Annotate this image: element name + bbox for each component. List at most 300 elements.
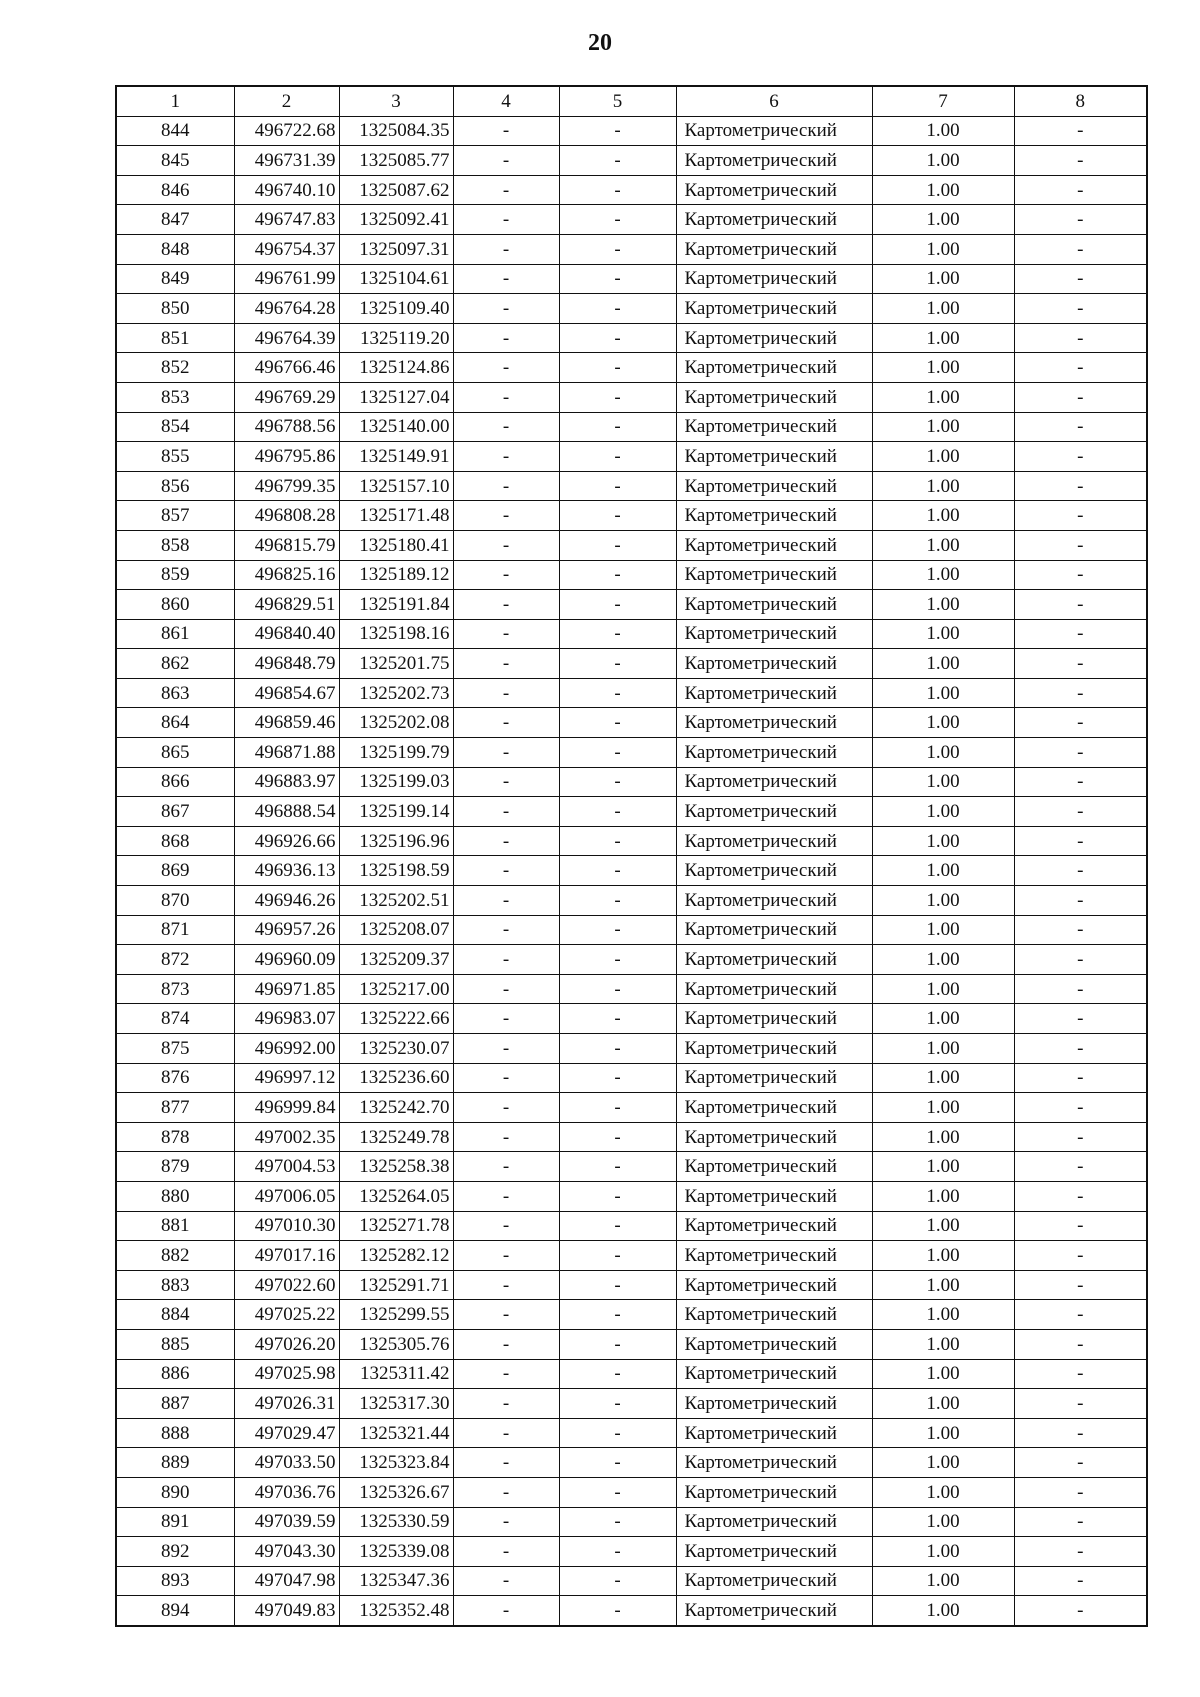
- col8-cell: -: [1014, 1329, 1147, 1359]
- col4-cell: -: [453, 1537, 559, 1567]
- accuracy-cell: 1.00: [872, 1034, 1014, 1064]
- table-row: [116, 1566, 1147, 1596]
- accuracy-cell: 1.00: [872, 116, 1014, 146]
- accuracy-cell: 1.00: [872, 442, 1014, 472]
- col5-cell: -: [559, 1329, 676, 1359]
- point-number-cell: 844: [116, 116, 234, 146]
- x-coordinate-cell: 496859.46: [234, 708, 339, 738]
- y-coordinate-cell: 1325352.48: [339, 1596, 453, 1626]
- table-row: [116, 1152, 1147, 1182]
- col5-cell: -: [559, 294, 676, 324]
- col5-cell: -: [559, 175, 676, 205]
- col4-cell: -: [453, 1181, 559, 1211]
- point-number-cell: 891: [116, 1507, 234, 1537]
- method-cell: Картометрический: [676, 708, 872, 738]
- accuracy-cell: 1.00: [872, 974, 1014, 1004]
- accuracy-cell: 1.00: [872, 1448, 1014, 1478]
- point-number-cell: 893: [116, 1566, 234, 1596]
- accuracy-cell: 1.00: [872, 353, 1014, 383]
- method-cell: Картометрический: [676, 886, 872, 916]
- x-coordinate-cell: 496799.35: [234, 471, 339, 501]
- col8-cell: -: [1014, 1152, 1147, 1182]
- table-row: [116, 1477, 1147, 1507]
- table-row: [116, 1093, 1147, 1123]
- col5-cell: -: [559, 323, 676, 353]
- col8-cell: -: [1014, 1093, 1147, 1123]
- y-coordinate-cell: 1325097.31: [339, 234, 453, 264]
- method-cell: Картометрический: [676, 619, 872, 649]
- y-coordinate-cell: 1325323.84: [339, 1448, 453, 1478]
- x-coordinate-cell: 497017.16: [234, 1241, 339, 1271]
- method-cell: Картометрический: [676, 826, 872, 856]
- col5-cell: -: [559, 856, 676, 886]
- point-number-cell: 869: [116, 856, 234, 886]
- method-cell: Картометрический: [676, 856, 872, 886]
- x-coordinate-cell: 496957.26: [234, 915, 339, 945]
- col5-cell: -: [559, 205, 676, 235]
- column-header: 4: [453, 86, 559, 116]
- coordinates-table: [115, 85, 1148, 1627]
- x-coordinate-cell: 497025.22: [234, 1300, 339, 1330]
- accuracy-cell: 1.00: [872, 945, 1014, 975]
- method-cell: Картометрический: [676, 1181, 872, 1211]
- y-coordinate-cell: 1325171.48: [339, 501, 453, 531]
- col4-cell: -: [453, 1389, 559, 1419]
- table-row: [116, 1241, 1147, 1271]
- x-coordinate-cell: 496840.40: [234, 619, 339, 649]
- y-coordinate-cell: 1325242.70: [339, 1093, 453, 1123]
- x-coordinate-cell: 496788.56: [234, 412, 339, 442]
- method-cell: Картометрический: [676, 590, 872, 620]
- x-coordinate-cell: 496854.67: [234, 678, 339, 708]
- y-coordinate-cell: 1325208.07: [339, 915, 453, 945]
- col8-cell: -: [1014, 974, 1147, 1004]
- col5-cell: -: [559, 886, 676, 916]
- table-row: [116, 678, 1147, 708]
- accuracy-cell: 1.00: [872, 590, 1014, 620]
- accuracy-cell: 1.00: [872, 382, 1014, 412]
- table-row: [116, 294, 1147, 324]
- col8-cell: -: [1014, 323, 1147, 353]
- method-cell: Картометрический: [676, 1034, 872, 1064]
- y-coordinate-cell: 1325236.60: [339, 1063, 453, 1093]
- method-cell: Картометрический: [676, 1329, 872, 1359]
- col4-cell: -: [453, 1093, 559, 1123]
- y-coordinate-cell: 1325330.59: [339, 1507, 453, 1537]
- accuracy-cell: 1.00: [872, 1181, 1014, 1211]
- col4-cell: -: [453, 1063, 559, 1093]
- col8-cell: -: [1014, 945, 1147, 975]
- col5-cell: -: [559, 442, 676, 472]
- col8-cell: -: [1014, 1270, 1147, 1300]
- table-row: [116, 1389, 1147, 1419]
- point-number-cell: 888: [116, 1418, 234, 1448]
- col8-cell: -: [1014, 146, 1147, 176]
- col4-cell: -: [453, 264, 559, 294]
- col4-cell: -: [453, 1477, 559, 1507]
- point-number-cell: 849: [116, 264, 234, 294]
- y-coordinate-cell: 1325119.20: [339, 323, 453, 353]
- col8-cell: -: [1014, 738, 1147, 768]
- table-row: [116, 1507, 1147, 1537]
- table-row: [116, 412, 1147, 442]
- col4-cell: -: [453, 412, 559, 442]
- method-cell: Картометрический: [676, 471, 872, 501]
- table-row: [116, 1537, 1147, 1567]
- col4-cell: -: [453, 1034, 559, 1064]
- col4-cell: -: [453, 1566, 559, 1596]
- accuracy-cell: 1.00: [872, 501, 1014, 531]
- y-coordinate-cell: 1325249.78: [339, 1122, 453, 1152]
- col5-cell: -: [559, 678, 676, 708]
- method-cell: Картометрический: [676, 205, 872, 235]
- col4-cell: -: [453, 708, 559, 738]
- x-coordinate-cell: 497047.98: [234, 1566, 339, 1596]
- y-coordinate-cell: 1325282.12: [339, 1241, 453, 1271]
- point-number-cell: 850: [116, 294, 234, 324]
- x-coordinate-cell: 496825.16: [234, 560, 339, 590]
- col8-cell: -: [1014, 1034, 1147, 1064]
- accuracy-cell: 1.00: [872, 1329, 1014, 1359]
- point-number-cell: 857: [116, 501, 234, 531]
- point-number-cell: 877: [116, 1093, 234, 1123]
- point-number-cell: 870: [116, 886, 234, 916]
- col8-cell: -: [1014, 856, 1147, 886]
- col8-cell: -: [1014, 1122, 1147, 1152]
- method-cell: Картометрический: [676, 1270, 872, 1300]
- col4-cell: -: [453, 767, 559, 797]
- x-coordinate-cell: 497006.05: [234, 1181, 339, 1211]
- col5-cell: -: [559, 974, 676, 1004]
- accuracy-cell: 1.00: [872, 1004, 1014, 1034]
- point-number-cell: 883: [116, 1270, 234, 1300]
- y-coordinate-cell: 1325085.77: [339, 146, 453, 176]
- point-number-cell: 853: [116, 382, 234, 412]
- accuracy-cell: 1.00: [872, 708, 1014, 738]
- col8-cell: -: [1014, 1477, 1147, 1507]
- method-cell: Картометрический: [676, 294, 872, 324]
- method-cell: Картометрический: [676, 412, 872, 442]
- method-cell: Картометрический: [676, 1093, 872, 1123]
- x-coordinate-cell: 497002.35: [234, 1122, 339, 1152]
- table-row: [116, 1596, 1147, 1626]
- accuracy-cell: 1.00: [872, 323, 1014, 353]
- col5-cell: -: [559, 1181, 676, 1211]
- col5-cell: -: [559, 1211, 676, 1241]
- method-cell: Картометрический: [676, 915, 872, 945]
- col8-cell: -: [1014, 1418, 1147, 1448]
- accuracy-cell: 1.00: [872, 1063, 1014, 1093]
- y-coordinate-cell: 1325140.00: [339, 412, 453, 442]
- col5-cell: -: [559, 708, 676, 738]
- y-coordinate-cell: 1325157.10: [339, 471, 453, 501]
- col8-cell: -: [1014, 501, 1147, 531]
- y-coordinate-cell: 1325084.35: [339, 116, 453, 146]
- col8-cell: -: [1014, 1063, 1147, 1093]
- col4-cell: -: [453, 1241, 559, 1271]
- col5-cell: -: [559, 1389, 676, 1419]
- x-coordinate-cell: 496946.26: [234, 886, 339, 916]
- col8-cell: -: [1014, 1566, 1147, 1596]
- col5-cell: -: [559, 590, 676, 620]
- method-cell: Картометрический: [676, 1596, 872, 1626]
- col4-cell: -: [453, 1270, 559, 1300]
- x-coordinate-cell: 497025.98: [234, 1359, 339, 1389]
- table-row: [116, 856, 1147, 886]
- y-coordinate-cell: 1325198.59: [339, 856, 453, 886]
- point-number-cell: 862: [116, 649, 234, 679]
- table-row: [116, 886, 1147, 916]
- col4-cell: -: [453, 974, 559, 1004]
- accuracy-cell: 1.00: [872, 146, 1014, 176]
- method-cell: Картометрический: [676, 738, 872, 768]
- method-cell: Картометрический: [676, 1418, 872, 1448]
- point-number-cell: 854: [116, 412, 234, 442]
- table-row: [116, 1122, 1147, 1152]
- y-coordinate-cell: 1325199.03: [339, 767, 453, 797]
- x-coordinate-cell: 496740.10: [234, 175, 339, 205]
- col5-cell: -: [559, 767, 676, 797]
- x-coordinate-cell: 496766.46: [234, 353, 339, 383]
- y-coordinate-cell: 1325217.00: [339, 974, 453, 1004]
- point-number-cell: 848: [116, 234, 234, 264]
- accuracy-cell: 1.00: [872, 530, 1014, 560]
- point-number-cell: 852: [116, 353, 234, 383]
- x-coordinate-cell: 497029.47: [234, 1418, 339, 1448]
- table-row: [116, 649, 1147, 679]
- col8-cell: -: [1014, 1448, 1147, 1478]
- table-row: [116, 530, 1147, 560]
- col8-cell: -: [1014, 915, 1147, 945]
- y-coordinate-cell: 1325199.79: [339, 738, 453, 768]
- col4-cell: -: [453, 471, 559, 501]
- col8-cell: -: [1014, 116, 1147, 146]
- col8-cell: -: [1014, 1211, 1147, 1241]
- accuracy-cell: 1.00: [872, 826, 1014, 856]
- y-coordinate-cell: 1325339.08: [339, 1537, 453, 1567]
- x-coordinate-cell: 496871.88: [234, 738, 339, 768]
- accuracy-cell: 1.00: [872, 856, 1014, 886]
- table-row: [116, 264, 1147, 294]
- x-coordinate-cell: 497010.30: [234, 1211, 339, 1241]
- method-cell: Картометрический: [676, 974, 872, 1004]
- col8-cell: -: [1014, 708, 1147, 738]
- col8-cell: -: [1014, 294, 1147, 324]
- column-header: 3: [339, 86, 453, 116]
- table-row: [116, 323, 1147, 353]
- x-coordinate-cell: 496731.39: [234, 146, 339, 176]
- y-coordinate-cell: 1325124.86: [339, 353, 453, 383]
- x-coordinate-cell: 496926.66: [234, 826, 339, 856]
- col5-cell: -: [559, 826, 676, 856]
- col5-cell: -: [559, 945, 676, 975]
- col8-cell: -: [1014, 382, 1147, 412]
- accuracy-cell: 1.00: [872, 1300, 1014, 1330]
- point-number-cell: 856: [116, 471, 234, 501]
- y-coordinate-cell: 1325230.07: [339, 1034, 453, 1064]
- col5-cell: -: [559, 1507, 676, 1537]
- method-cell: Картометрический: [676, 1359, 872, 1389]
- table-row: [116, 382, 1147, 412]
- y-coordinate-cell: 1325201.75: [339, 649, 453, 679]
- point-number-cell: 879: [116, 1152, 234, 1182]
- col5-cell: -: [559, 1270, 676, 1300]
- col4-cell: -: [453, 1507, 559, 1537]
- x-coordinate-cell: 497036.76: [234, 1477, 339, 1507]
- y-coordinate-cell: 1325326.67: [339, 1477, 453, 1507]
- point-number-cell: 884: [116, 1300, 234, 1330]
- col5-cell: -: [559, 1359, 676, 1389]
- col4-cell: -: [453, 353, 559, 383]
- col5-cell: -: [559, 146, 676, 176]
- table-row: [116, 1034, 1147, 1064]
- point-number-cell: 878: [116, 1122, 234, 1152]
- method-cell: Картометрический: [676, 116, 872, 146]
- accuracy-cell: 1.00: [872, 797, 1014, 827]
- col8-cell: -: [1014, 264, 1147, 294]
- col4-cell: -: [453, 886, 559, 916]
- accuracy-cell: 1.00: [872, 264, 1014, 294]
- method-cell: Картометрический: [676, 323, 872, 353]
- y-coordinate-cell: 1325196.96: [339, 826, 453, 856]
- col4-cell: -: [453, 826, 559, 856]
- col4-cell: -: [453, 738, 559, 768]
- point-number-cell: 863: [116, 678, 234, 708]
- table-row: [116, 915, 1147, 945]
- col5-cell: -: [559, 1122, 676, 1152]
- col8-cell: -: [1014, 1359, 1147, 1389]
- table-row: [116, 1329, 1147, 1359]
- table-row: [116, 175, 1147, 205]
- y-coordinate-cell: 1325202.73: [339, 678, 453, 708]
- table-row: [116, 590, 1147, 620]
- point-number-cell: 865: [116, 738, 234, 768]
- method-cell: Картометрический: [676, 1004, 872, 1034]
- x-coordinate-cell: 496971.85: [234, 974, 339, 1004]
- accuracy-cell: 1.00: [872, 915, 1014, 945]
- method-cell: Картометрический: [676, 1211, 872, 1241]
- col4-cell: -: [453, 234, 559, 264]
- col8-cell: -: [1014, 1004, 1147, 1034]
- table-row: [116, 619, 1147, 649]
- accuracy-cell: 1.00: [872, 294, 1014, 324]
- table-row: [116, 945, 1147, 975]
- column-header: 5: [559, 86, 676, 116]
- x-coordinate-cell: 496764.39: [234, 323, 339, 353]
- col4-cell: -: [453, 1004, 559, 1034]
- x-coordinate-cell: 496960.09: [234, 945, 339, 975]
- col5-cell: -: [559, 1537, 676, 1567]
- y-coordinate-cell: 1325127.04: [339, 382, 453, 412]
- accuracy-cell: 1.00: [872, 471, 1014, 501]
- col4-cell: -: [453, 294, 559, 324]
- header-row: [116, 86, 1147, 116]
- col5-cell: -: [559, 1596, 676, 1626]
- col4-cell: -: [453, 649, 559, 679]
- col4-cell: -: [453, 590, 559, 620]
- x-coordinate-cell: 496883.97: [234, 767, 339, 797]
- point-number-cell: 864: [116, 708, 234, 738]
- col4-cell: -: [453, 1359, 559, 1389]
- point-number-cell: 872: [116, 945, 234, 975]
- point-number-cell: 860: [116, 590, 234, 620]
- y-coordinate-cell: 1325087.62: [339, 175, 453, 205]
- method-cell: Картометрический: [676, 1241, 872, 1271]
- table-row: [116, 1418, 1147, 1448]
- col8-cell: -: [1014, 826, 1147, 856]
- accuracy-cell: 1.00: [872, 1566, 1014, 1596]
- accuracy-cell: 1.00: [872, 1389, 1014, 1419]
- table-row: [116, 1270, 1147, 1300]
- table-row: [116, 1300, 1147, 1330]
- point-number-cell: 866: [116, 767, 234, 797]
- point-number-cell: 871: [116, 915, 234, 945]
- accuracy-cell: 1.00: [872, 205, 1014, 235]
- method-cell: Картометрический: [676, 1063, 872, 1093]
- col5-cell: -: [559, 560, 676, 590]
- x-coordinate-cell: 497033.50: [234, 1448, 339, 1478]
- method-cell: Картометрический: [676, 678, 872, 708]
- col5-cell: -: [559, 1300, 676, 1330]
- y-coordinate-cell: 1325321.44: [339, 1418, 453, 1448]
- col8-cell: -: [1014, 1537, 1147, 1567]
- x-coordinate-cell: 497043.30: [234, 1537, 339, 1567]
- accuracy-cell: 1.00: [872, 678, 1014, 708]
- point-number-cell: 851: [116, 323, 234, 353]
- method-cell: Картометрический: [676, 1537, 872, 1567]
- col4-cell: -: [453, 146, 559, 176]
- col5-cell: -: [559, 1566, 676, 1596]
- method-cell: Картометрический: [676, 649, 872, 679]
- point-number-cell: 885: [116, 1329, 234, 1359]
- col4-cell: -: [453, 175, 559, 205]
- col4-cell: -: [453, 1122, 559, 1152]
- col4-cell: -: [453, 442, 559, 472]
- accuracy-cell: 1.00: [872, 1152, 1014, 1182]
- table-row: [116, 1181, 1147, 1211]
- col8-cell: -: [1014, 678, 1147, 708]
- method-cell: Картометрический: [676, 945, 872, 975]
- accuracy-cell: 1.00: [872, 619, 1014, 649]
- col5-cell: -: [559, 1034, 676, 1064]
- y-coordinate-cell: 1325264.05: [339, 1181, 453, 1211]
- col5-cell: -: [559, 382, 676, 412]
- column-header: 8: [1014, 86, 1147, 116]
- col5-cell: -: [559, 1477, 676, 1507]
- x-coordinate-cell: 496795.86: [234, 442, 339, 472]
- y-coordinate-cell: 1325311.42: [339, 1359, 453, 1389]
- col4-cell: -: [453, 1300, 559, 1330]
- y-coordinate-cell: 1325189.12: [339, 560, 453, 590]
- method-cell: Картометрический: [676, 1300, 872, 1330]
- x-coordinate-cell: 496747.83: [234, 205, 339, 235]
- method-cell: Картометрический: [676, 560, 872, 590]
- column-header: 1: [116, 86, 234, 116]
- method-cell: Картометрический: [676, 767, 872, 797]
- col5-cell: -: [559, 1418, 676, 1448]
- accuracy-cell: 1.00: [872, 1359, 1014, 1389]
- col4-cell: -: [453, 1329, 559, 1359]
- y-coordinate-cell: 1325191.84: [339, 590, 453, 620]
- y-coordinate-cell: 1325317.30: [339, 1389, 453, 1419]
- method-cell: Картометрический: [676, 797, 872, 827]
- col4-cell: -: [453, 915, 559, 945]
- accuracy-cell: 1.00: [872, 1418, 1014, 1448]
- x-coordinate-cell: 496992.00: [234, 1034, 339, 1064]
- point-number-cell: 858: [116, 530, 234, 560]
- point-number-cell: 875: [116, 1034, 234, 1064]
- y-coordinate-cell: 1325202.08: [339, 708, 453, 738]
